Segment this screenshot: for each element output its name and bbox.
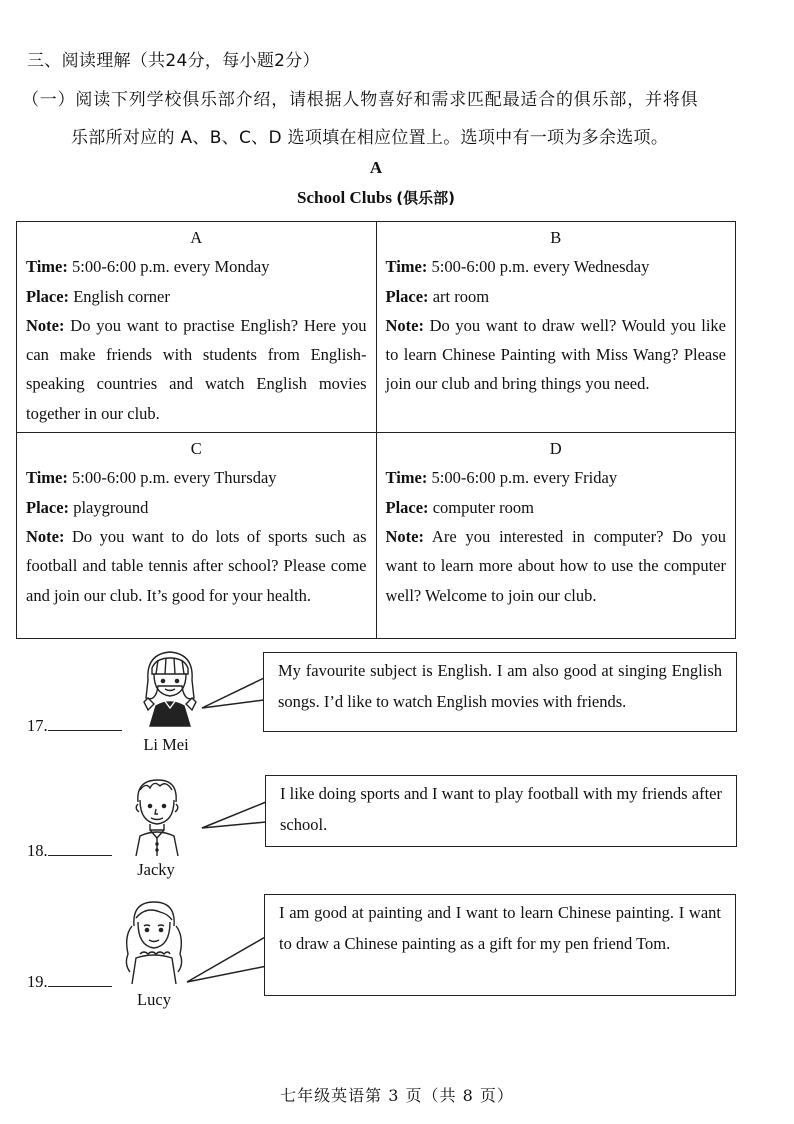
club-place-value: computer room [432,497,534,517]
time-label: Time: [385,257,428,277]
question-number: 18. [27,841,48,860]
answer-blank[interactable] [48,970,112,987]
clubs-table [16,221,736,639]
club-time [26,252,367,281]
club-time-value: 5:00-6:00 p.m. every Thursday [71,468,277,488]
club-cell-b [376,222,736,433]
place-label: Place: [26,286,70,306]
club-place [386,282,727,311]
speech-bubble-tail [185,920,270,990]
girl-with-bangs-icon [134,646,206,728]
speech-text: I like doing sports and I want to play football with my friends after school. [280,784,722,834]
passage-label: A [369,158,383,177]
club-cell-c [17,433,377,639]
speech-bubble [265,775,737,847]
note-label: Note: [385,526,424,546]
answer-blank[interactable] [48,714,122,731]
girl-with-ponytails-icon [120,896,188,986]
section-title: 三、阅读理解（共24分，每小题2分） [27,51,320,71]
boy-icon [128,776,186,858]
passage-title [0,187,752,208]
time-label: Time: [26,257,68,277]
page-footer: 七年级英语第 3 页（共 8 页） [280,1086,514,1105]
club-note-value: Do you want to draw well? Would you like to learn Chinese Painting with Miss Wang? Please join our club and bring things you need. [385,315,726,394]
question-17 [27,714,122,736]
passage-title-cn: (俱乐部) [396,189,455,207]
club-note-value: Do you want to practise English? Here you can make friends with students from English-speaking countries and watch English movies together in our club. [26,315,367,423]
club-place-value: English corner [73,286,170,306]
club-time-value: 5:00-6:00 p.m. every Monday [71,257,270,277]
club-time [26,463,367,492]
note-label: Note: [385,315,424,335]
club-cell-d [376,433,736,639]
speech-text: I am good at painting and I want to learn Chinese painting. I want to draw a Chinese painting as a gift for my pen friend Tom. [279,903,721,953]
club-time-value: 5:00-6:00 p.m. every Wednesday [431,257,650,277]
club-note [26,311,367,428]
club-place [386,493,727,522]
place-label: Place: [385,286,429,306]
club-place [26,493,367,522]
speech-bubble-tail [200,798,270,838]
question-number: 17. [27,716,48,735]
passage-title-en: School Clubs [297,188,392,207]
club-cell-a [17,222,377,433]
speech-text: My favourite subject is English. I am also good at singing English songs. I’d like to watch English movies with friends. [278,661,722,711]
question-18 [27,839,112,861]
club-letter: C [190,439,202,459]
question-19 [27,970,112,992]
club-place-value: playground [73,497,149,517]
club-letter: B [550,228,562,247]
club-letter: A [190,228,203,247]
time-label: Time: [385,468,428,488]
club-note-value: Are you interested in computer? Do you want to learn more about how to use the computer well? Welcome to join our club. [385,526,726,605]
note-label: Note: [26,526,65,546]
club-time [386,252,727,281]
question-number: 19. [27,972,48,991]
place-label: Place: [26,497,70,517]
club-letter: D [549,439,562,459]
person-name: Lucy [137,990,171,1009]
club-time-value: 5:00-6:00 p.m. every Friday [431,468,618,488]
club-note [386,311,727,399]
instruction-line-1: （一）阅读下列学校俱乐部介绍，请根据人物喜好和需求匹配最适合的俱乐部，并将俱 [22,90,699,110]
place-label: Place: [385,497,429,517]
club-place-value: art room [432,286,490,306]
speech-bubble [264,894,736,996]
club-time [386,463,727,492]
club-place [26,282,367,311]
speech-bubble-tail [200,672,270,722]
answer-blank[interactable] [48,839,112,856]
instruction-line-2: 乐部所对应的 A、B、C、D 选项填在相应位置上。选项中有一项为多余选项。 [71,128,669,148]
club-note [386,522,727,610]
time-label: Time: [26,468,68,488]
speech-bubble [263,652,737,732]
club-note [26,522,367,610]
note-label: Note: [26,315,65,335]
club-note-value: Do you want to do lots of sports such as football and table tennis after school? Please come and join our club. It’s good for your health. [26,526,367,605]
person-name: Jacky [137,860,175,879]
person-name: Li Mei [143,735,189,754]
